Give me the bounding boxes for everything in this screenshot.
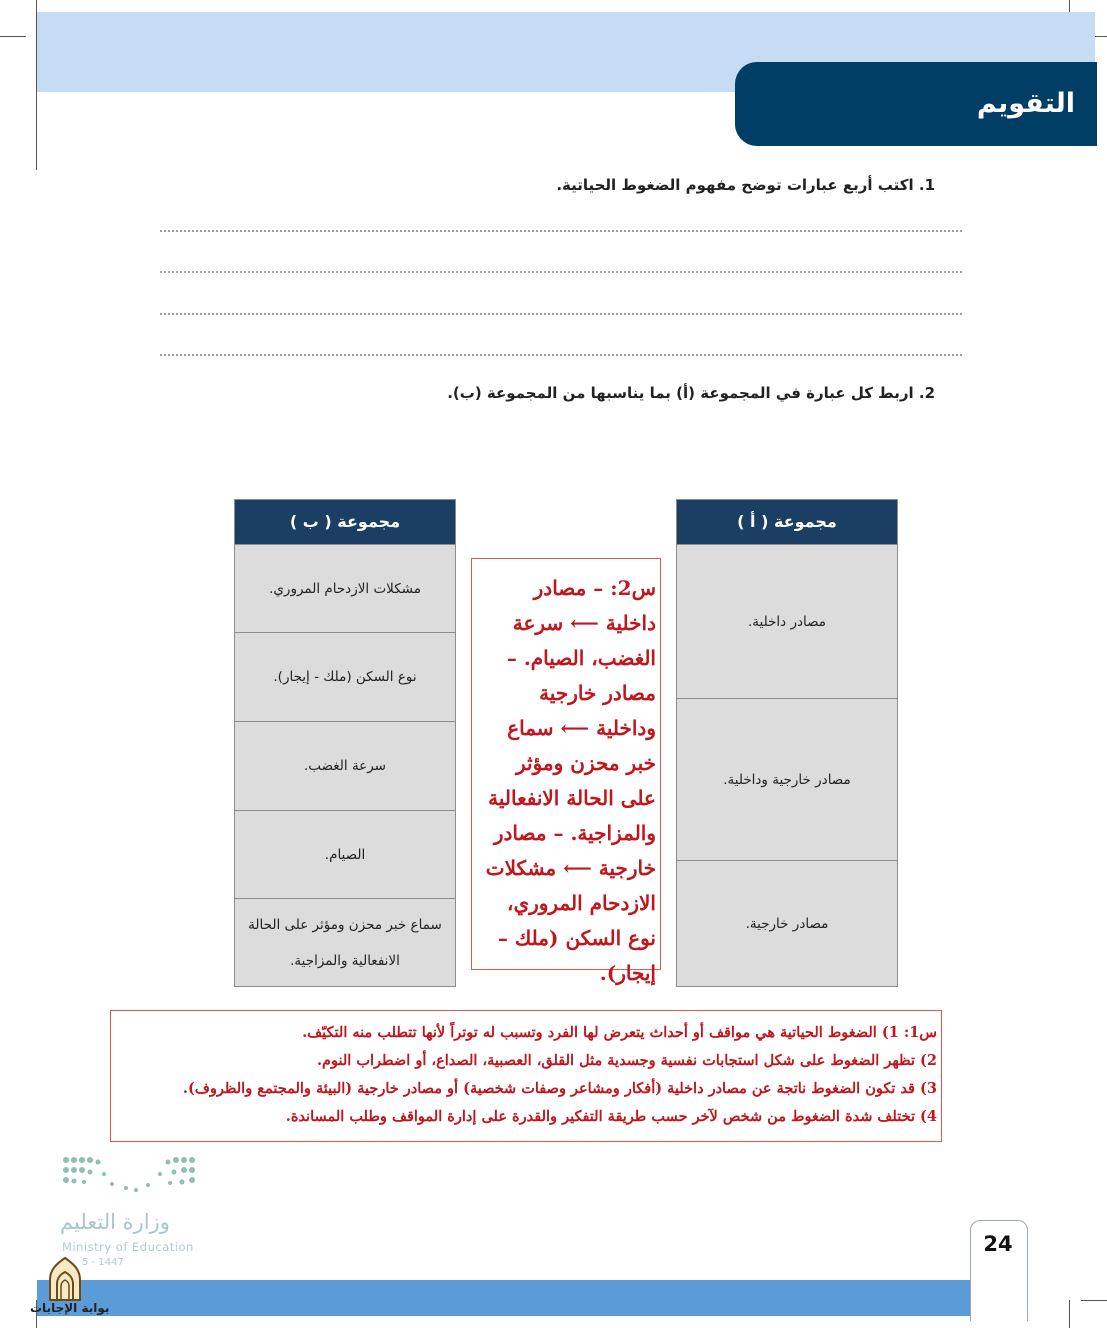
answer-box-q1 [110, 1010, 942, 1142]
group-b-item: سرعة الغضب. [235, 721, 455, 810]
group-b-header: مجموعة ( ب ) [235, 500, 455, 544]
group-a-item: مصادر خارجية وداخلية. [677, 698, 897, 860]
page-title: التقويم [976, 88, 1075, 119]
group-b-item: مشكلات الازدحام المروري. [235, 544, 455, 632]
portal-logo-icon [44, 1256, 86, 1302]
answer-line[interactable] [160, 313, 962, 315]
group-b-item: نوع السكن (ملك - إيجار). [235, 632, 455, 721]
answer-line[interactable] [160, 230, 962, 232]
group-b-item: سماع خبر محزن ومؤثر على الحالة الانفعالية والمزاجية. [235, 898, 455, 986]
answer-line[interactable] [160, 354, 962, 356]
portal-watermark: بوابة الإجابات [30, 1301, 110, 1315]
crop-mark [1069, 1300, 1070, 1328]
group-b-table [234, 499, 456, 987]
answer-line-q1: 2) تظهر الضغوط على شكل استجابات نفسية وجسدية مثل القلق، العصبية، الصداع، أو اضطراب النوم. [316, 1052, 937, 1069]
answer-line[interactable] [160, 271, 962, 273]
answer-line-q1: 3) قد تكون الضغوط ناتجة عن مصادر داخلية (أفكار ومشاعر وصفات شخصية) أو مصادر خارجية (البيئة والمجتمع والظروف). [182, 1080, 937, 1097]
group-a-table [676, 499, 898, 987]
answer-text-q2: س2: – مصادر داخلية ⟵ سرعة الغضب، الصيام. – مصادر خارجية وداخلية ⟵ سماع خبر محزن ومؤثر على الحالة الانفعالية والمزاجية. – مصادر خارجية ⟵ مشكلات الازدحام المروري، نوع السكن (ملك – إيجار). [485, 576, 656, 985]
question-2: 2. اربط كل عبارة في المجموعة (أ) بما يناسبها من المجموعة (ب). [447, 384, 935, 402]
edition-year: 5 - 1447 [82, 1257, 124, 1268]
ministry-name-en: Ministry of Education [62, 1240, 194, 1254]
answer-box-q2 [471, 558, 661, 985]
question-1: 1. اكتب أربع عبارات توضح مفهوم الضغوط الحياتية. [556, 176, 935, 194]
page-number: 24 [983, 1232, 1013, 1256]
crop-mark [1081, 1300, 1107, 1301]
group-a-item: مصادر خارجية. [677, 860, 897, 986]
group-a-header: مجموعة ( أ ) [677, 500, 897, 544]
ministry-name-ar: وزارة التعليم [60, 1210, 170, 1234]
group-a-item: مصادر داخلية. [677, 544, 897, 698]
crop-mark [0, 36, 26, 37]
ministry-logo-icon [60, 1152, 200, 1202]
answer-line-q1: 4) تختلف شدة الضغوط من شخص لآخر حسب طريقة التفكير والقدرة على إدارة المواقف وطلب المساندة. [285, 1108, 937, 1125]
answer-line-q1: س1: 1) الضغوط الحياتية هي مواقف أو أحداث يتعرض لها الفرد وتسبب له توتراً لأنها تتطلب منه التكيّف. [302, 1024, 937, 1041]
group-b-item: الصيام. [235, 810, 455, 898]
footer-band [37, 1280, 971, 1316]
